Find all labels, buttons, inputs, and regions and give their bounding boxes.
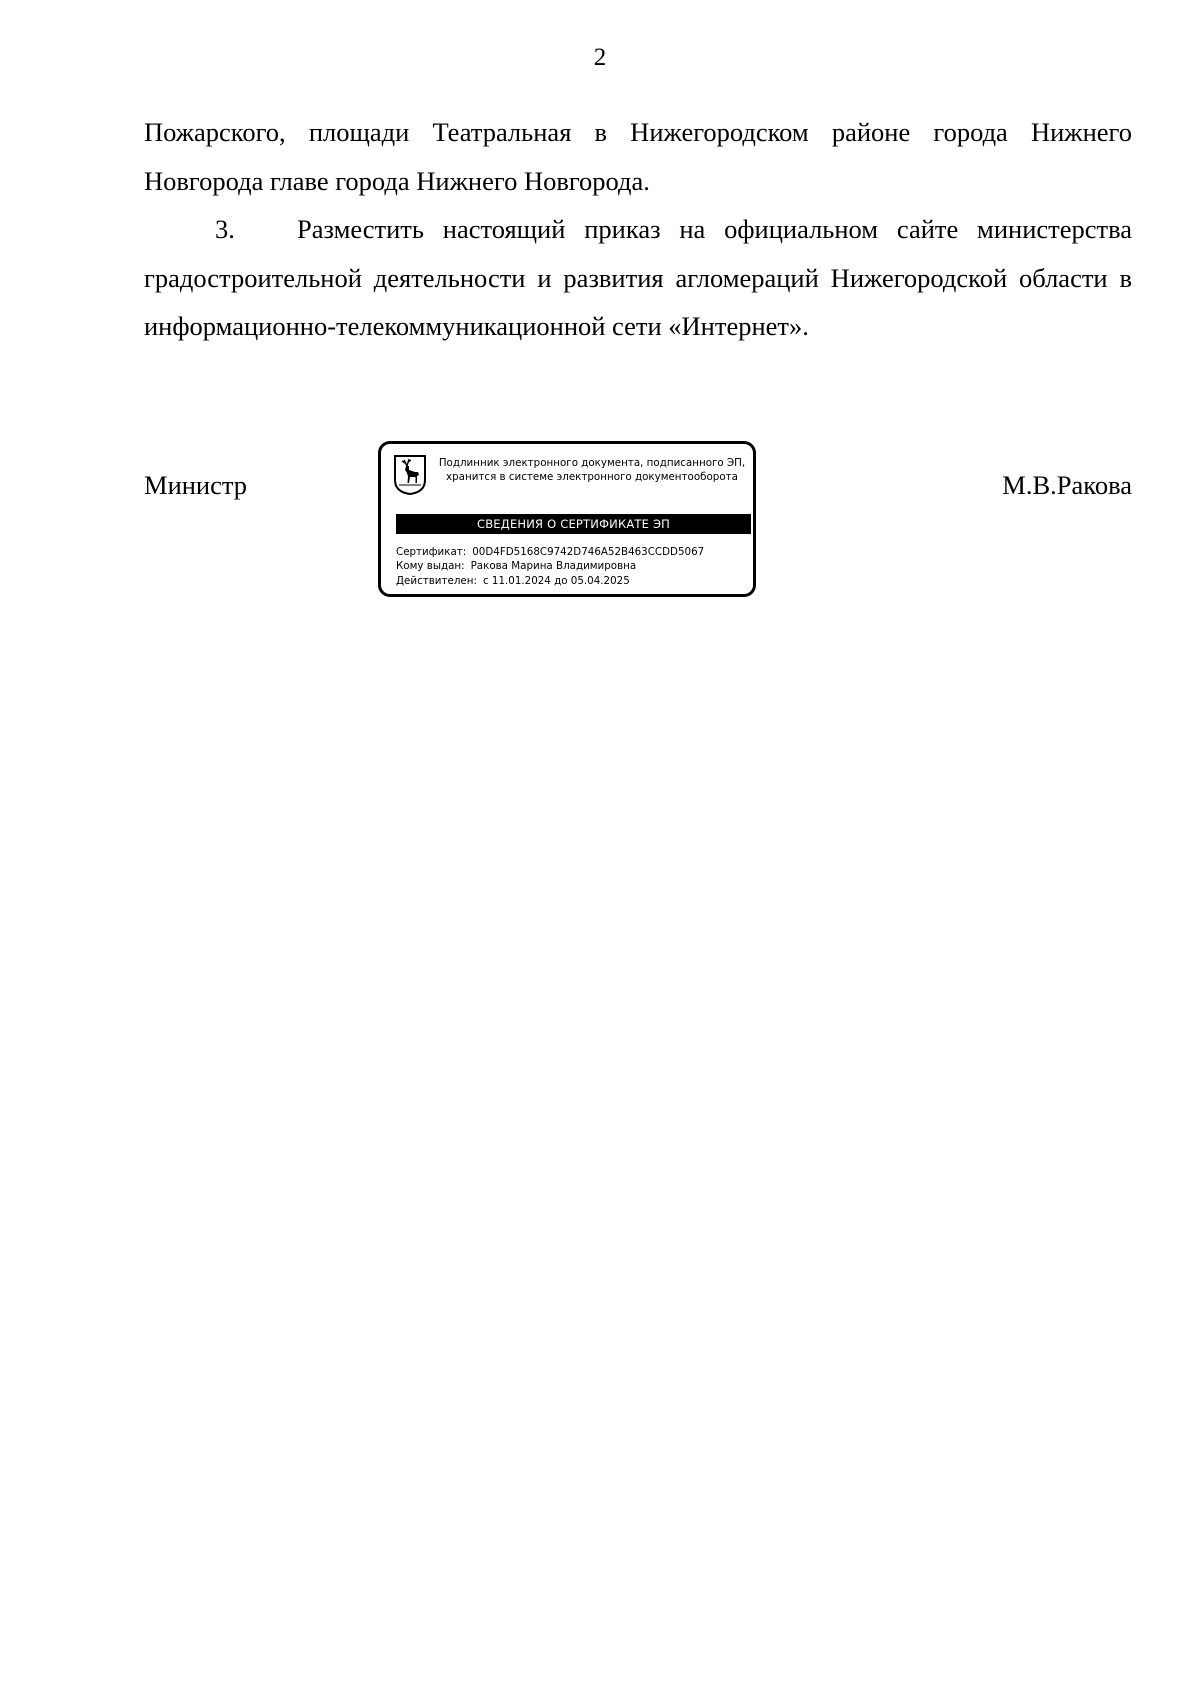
- certificate-label: Сертификат:: [396, 546, 467, 558]
- validity-label: Действителен:: [396, 574, 477, 587]
- stamp-header-line-2: хранится в системе электронного документооборота: [446, 471, 738, 483]
- stamp-header: [433, 456, 751, 484]
- item-3-text: Разместить настоящий приказ на официальном сайте министерства градостроительной деятельности и развития агломераций Нижегородской области в информационно-телекоммуникационной сети «Интернет».: [144, 214, 1132, 341]
- paragraph-continuation: Пожарского, площади Театральная в Нижегородском районе города Нижнего Новгорода главе города Нижнего Новгорода.: [144, 117, 1132, 196]
- validity-value: с 11.01.2024 до 05.04.2025: [482, 574, 630, 587]
- issued-to-row: [396, 559, 704, 573]
- certificate-value: 00D4FD5168C9742D746A52B463CCDD5067: [472, 546, 705, 558]
- issued-to-label: Кому выдан:: [396, 560, 465, 573]
- electronic-signature-stamp: [378, 441, 756, 597]
- signatory-name: М.В.Ракова: [1002, 470, 1132, 500]
- stamp-banner: СВЕДЕНИЯ О СЕРТИФИКАТЕ ЭП: [396, 514, 751, 534]
- certificate-row: [396, 545, 704, 559]
- paragraph-item-3: [144, 205, 1132, 351]
- signatory-title: Министр: [144, 470, 248, 500]
- stamp-header-line-1: Подлинник электронного документа, подписанного ЭП,: [438, 457, 746, 469]
- item-number: 3.: [215, 214, 235, 244]
- validity-row: [396, 574, 704, 588]
- nizhny-novgorod-deer-emblem-icon: [393, 454, 427, 496]
- document-body: [144, 108, 1132, 351]
- issued-to-value: Ракова Марина Владимировна: [470, 560, 637, 573]
- stamp-certificate-details: [396, 545, 704, 588]
- page-number: 2: [593, 44, 607, 71]
